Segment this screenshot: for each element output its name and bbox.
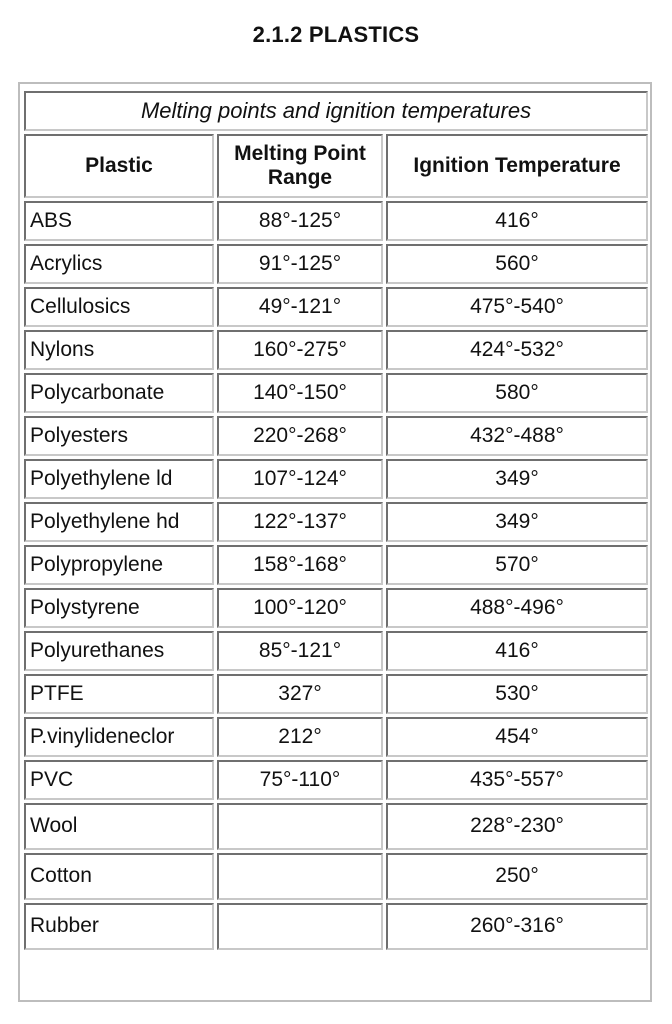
melting-cell: 327° [217,674,383,714]
plastic-cell: Polycarbonate [24,373,214,413]
melting-cell [217,803,383,850]
melting-cell: 85°-121° [217,631,383,671]
table-row [24,287,648,327]
table-row [24,760,648,800]
plastic-cell: ABS [24,201,214,241]
melting-cell: 220°-268° [217,416,383,456]
plastic-cell: Acrylics [24,244,214,284]
plastic-cell: PTFE [24,674,214,714]
plastic-cell: Polypropylene [24,545,214,585]
ignition-cell: 228°-230° [386,803,648,850]
plastic-cell: PVC [24,760,214,800]
plastic-cell: Polyesters [24,416,214,456]
table-caption: Melting points and ignition temperatures [24,91,648,131]
table-row [24,631,648,671]
table-row [24,853,648,900]
ignition-cell: 424°-532° [386,330,648,370]
plastic-cell: Cotton [24,853,214,900]
ignition-cell: 488°-496° [386,588,648,628]
plastics-table [21,88,651,953]
ignition-cell: 260°-316° [386,903,648,950]
plastic-cell: Wool [24,803,214,850]
melting-cell: 75°-110° [217,760,383,800]
melting-cell: 212° [217,717,383,757]
header-melting-line1: Melting Point [234,141,366,165]
header-plastic: Plastic [24,134,214,198]
table-row [24,459,648,499]
melting-cell: 91°-125° [217,244,383,284]
table-row [24,903,648,950]
ignition-cell: 435°-557° [386,760,648,800]
plastic-cell: P.vinylideneclor [24,717,214,757]
plastic-cell: Polyurethanes [24,631,214,671]
table-row [24,330,648,370]
ignition-cell: 432°-488° [386,416,648,456]
ignition-cell: 530° [386,674,648,714]
ignition-cell: 560° [386,244,648,284]
plastic-cell: Rubber [24,903,214,950]
melting-cell: 140°-150° [217,373,383,413]
melting-cell: 158°-168° [217,545,383,585]
table-row [24,803,648,850]
melting-cell: 100°-120° [217,588,383,628]
ignition-cell: 250° [386,853,648,900]
melting-cell [217,903,383,950]
header-row [24,134,648,198]
melting-cell: 122°-137° [217,502,383,542]
table-row [24,373,648,413]
ignition-cell: 416° [386,631,648,671]
melting-cell [217,853,383,900]
table-row [24,201,648,241]
plastic-cell: Polyethylene ld [24,459,214,499]
table-row [24,717,648,757]
header-melting-point [217,134,383,198]
ignition-cell: 349° [386,502,648,542]
plastic-cell: Polystyrene [24,588,214,628]
ignition-cell: 570° [386,545,648,585]
ignition-cell: 349° [386,459,648,499]
melting-cell: 160°-275° [217,330,383,370]
table-row [24,416,648,456]
plastic-cell: Polyethylene hd [24,502,214,542]
table-row [24,674,648,714]
melting-cell: 49°-121° [217,287,383,327]
header-melting-line2: Range [267,166,333,189]
table-row [24,502,648,542]
table-row [24,545,648,585]
table-row [24,244,648,284]
header-ignition: Ignition Temperature [386,134,648,198]
ignition-cell: 454° [386,717,648,757]
page-title: 2.1.2 PLASTICS [252,22,420,47]
melting-cell: 107°-124° [217,459,383,499]
plastic-cell: Nylons [24,330,214,370]
melting-cell: 88°-125° [217,201,383,241]
ignition-cell: 475°-540° [386,287,648,327]
table-row [24,588,648,628]
ignition-cell: 580° [386,373,648,413]
ignition-cell: 416° [386,201,648,241]
plastic-cell: Cellulosics [24,287,214,327]
